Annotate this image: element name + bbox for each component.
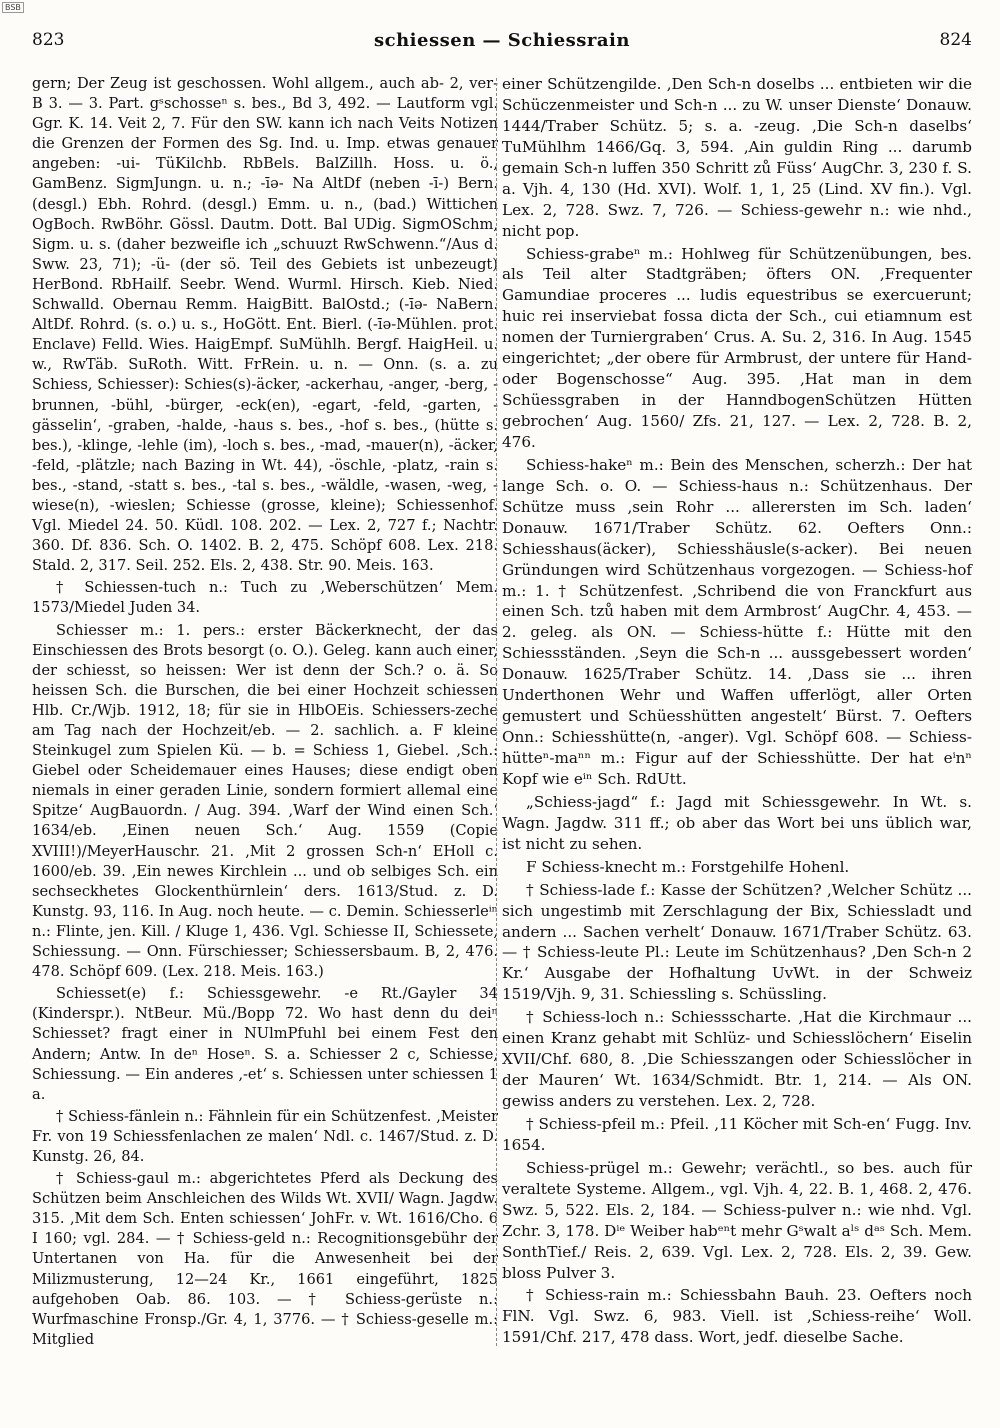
dictionary-entry: † Schiessen-tuch n.: Tuch zu ‚Weberschützen‘ Mem. 1573/Miedel Juden 34. (32, 579, 498, 617)
right-page-number: 824 (939, 30, 972, 50)
dictionary-entry: F Schiess-knecht m.: Forstgehilfe Hohenl. (526, 857, 850, 876)
dictionary-entry: einer Schützengilde. ‚Den Sch-n doselbs ... entbieten wir die Schüczenmeister und Sch-n ... zu W. unser Dienste‘ Donauw. 1444/Traber Schütz. 5; s. a. -zeug. ‚Die Sch-n daselbs‘ TuMühlhm 1466/Gq. 3, 594. ‚Ain guldin Ring ... darumb gemain Sch-n luffen 350 Schritt zů Füss‘ AugChr. 3, 230 f. S. a. Vjh. 4, 130 (Hd. XVI). Wolf. 1, 1, 25 (Lind. XV fin.). Vgl. Lex. 2, 728. Swz. 7, 726. — Schiess-gewehr n.: wie nhd., nicht pop. (502, 75, 972, 240)
running-title: schiessen — Schiessrain (374, 30, 630, 51)
right-column (502, 74, 972, 1348)
dictionary-entry: „Schiess-jagd“ f.: Jagd mit Schiessgewehr. In Wt. s. Wagn. Jagdw. 311 ff.; ob aber das Wort bei uns üblich war, ist nicht zu sehen. (502, 792, 972, 853)
dictionary-entry: † Schiess-gaul m.: abgerichtetes Pferd als Deckung des Schützen beim Anschleichen des Wilds Wt. XVII/ Wagn. Jagdw. 315. ‚Mit dem Sch. Enten schiessen‘ JohFr. v. Wt. 1616/Cho. 6 I 160; vgl. 284. — † Schiess-geld n.: Recognitionsgebühr der Untertanen von Ha. für die Anwesenheit bei der Milizmusterung, 12—24 Kr., 1661 eingeführt, 1825 aufgehoben Oab. 86. 103. — † Schiess-gerüste n.: Wurfmaschine Fronsp./Gr. 4, 1, 3776. — † Schiess-geselle m.: Mitglied (32, 1170, 498, 1348)
dictionary-entry: Schiess-hakeⁿ m.: Bein des Menschen, scherzh.: Der hat lange Sch. o. O. — Schiess-haus n.: Schützenhaus. Der Schütze muss ‚sein Rohr ... allerersten im Sch. laden‘ Donauw. 1671/Traber Schütz. 62. Oefters Onn.: Schiesshaus(äcker), Schiesshäusle(s-acker). Bei neuen Gründungen wird Schützenhaus vorgezogen. — Schiess-hof m.: 1. † Schützenfest. ‚Schribend die von Franckfurt aus einen Sch. tzů haben mit dem Armbrost‘ AugChr. 4, 453. — 2. geleg. als ON. — Schiess-hütte f.: Hütte mit den Schiessständen. ‚Seyn die Sch-n ... aussgebessert worden‘ Donauw. 1625/Traber Schütz. 14. ‚Dass sie ... ihren Underthonen Wehr und Waffen ufferlögt, aller Orten gemustert und Schüesshütten angestelt‘ Bürst. 7. Oefters Onn.: Schiesshütte(n, -anger). Vgl. Schöpf 608. — Schiess-hütteⁿ-maⁿⁿ m.: Figur auf der Schiesshütte. Der hat eⁱnⁿ Kopf wie eⁱⁿ Sch. RdUtt. (502, 455, 972, 788)
column-divider (496, 78, 497, 1346)
dictionary-entry: † Schiess-lade f.: Kasse der Schützen? ‚Welcher Schütz ... sich ungestimb mit Zerschlagung der Bix, Schiessladt und andern ... Sachen verhelt‘ Donauw. 1671/Traber Schütz. 63. — † Schiess-leute Pl.: Leute im Schützenhaus? ‚Den Sch-n 2 Kr.‘ Ausgabe der Hofhaltung UvWt. in der Schweiz 1519/Vjh. 9, 31. Schiessling s. Schüssling. (502, 880, 972, 1004)
dictionary-entry: † Schiess-fänlein n.: Fähnlein für ein Schützenfest. ‚Meister Fr. von 19 Schiessfenlachen ze malen‘ Ndl. c. 1467/Stud. z. D. Kunstg. 26, 84. (32, 1107, 498, 1165)
dictionary-entry: Schiesser m.: 1. pers.: erster Bäckerknecht, der das Einschiessen des Brots besorgt (o. O.). Geleg. kann auch einer, der schiesst, so heissen: Wer ist denn der Sch.? o. ä. So heissen Sch. die Burschen, die bei einer Hochzeit schiessen Hlb. Cr./Wjb. 1912, 18; für sie in HlbOEis. Schiessers-zeche am Tag nach der Hochzeit/eb. — 2. sachlich. a. F kleine Steinkugel zum Spielen Kü. — b. = Schiess 1, Giebel. ‚Sch.: Giebel oder Scheidemauer eines Hauses; diese endigt oben niemals in einer geraden Linie, sondern formiert allemal eine Spitze‘ AugBauordn. / Aug. 394. ‚Warf der Wind einen Sch.‘ 1634/eb. ‚Einen neuen Sch.‘ Aug. 1559 (Copie XVIII!)/MeyerHauschr. 21. ‚Mit 2 grossen Sch-n‘ EHoll c. 1600/eb. 39. ‚Ein newes Kirchlein ... und ob selbiges Sch. ein sechseckhetes Glockenthürnlein‘ ders. 1613/Stud. z. D. Kunstg. 93, 116. In Aug. noch heute. — c. Demin. Schiesserleⁱⁿ n.: Flinte, jen. Kill. / Kluge 1, 436. Vgl. Schiesse II, Schiessete, Schiessung. — Onn. Fürschiesser; Schiessersbaum. B, 2, 476. 478. Schöpf 609. (Lex. 218. Meis. 163.) (32, 621, 498, 981)
dictionary-entry: † Schiess-rain m.: Schiessbahn Bauh. 23. Oefters noch FlN. Vgl. Swz. 6, 983. Viell. ist ‚Schiess-reihe‘ Woll. 1591/Chf. 217, 478 dass. Wort, jedf. dieselbe Sache. (502, 1286, 972, 1347)
dictionary-entry: Schiesset(e) f.: Schiessgewehr. -e Rt./Gayler 34 (Kinderspr.). NtBeur. Mü./Bopp 72. Wo hast denn du deiⁿ Schiesset? fragt einer in NUlmPfuhl bei einem Fest den Andern; Antw. In deⁿ Hoseⁿ. S. a. Schiesser 2 c, Schiesse, Schiessung. — Ein anderes ‚-et‘ s. Schiessen unter schiessen 1 a. (32, 985, 498, 1103)
dictionary-entry: † Schiess-pfeil m.: Pfeil. ‚11 Köcher mit Sch-en‘ Fugg. Inv. 1654. (502, 1114, 972, 1154)
left-page-number: 823 (32, 30, 65, 50)
library-stamp: BSB (2, 2, 24, 13)
dictionary-entry: Schiess-prügel m.: Gewehr; verächtl., so bes. auch für veraltete Systeme. Allgem., vgl. Vjh. 4, 22. B. 1, 468. 2, 476. Swz. 5, 522. Els. 2, 184. — Schiess-pulver n.: wie nhd. Vgl. Zchr. 3, 178. Dⁱᵉ Weiber habᵉⁿt mehr Gˢwalt aˡˢ dᵃˢ Sch. Mem. SonthTief./ Reis. 2, 639. Vgl. Lex. 2, 728. Els. 2, 39. Gew. bloss Pulver 3. (502, 1158, 972, 1282)
dictionary-entry: † Schiess-loch n.: Schiessscharte. ‚Hat die Kirchmaur ... einen Kranz gehabt mit Schlüz- und Schiesslöchern‘ Eiselin XVII/Chf. 680, 8. ‚Die Schiesszangen oder Schiesslöcher in der Mauren‘ Wt. 1634/Schmidt. Btr. 1, 214. — Als ON. gewiss anders zu verstehen. Lex. 2, 728. (502, 1008, 972, 1110)
dictionary-entry: gern; Der Zeug ist geschossen. Wohl allgem., auch ab- 2, ver- B 3. — 3. Part. gˢschosseⁿ s. bes., Bd 3, 492. — Lautform vgl. Ggr. K. 14. Veit 2, 7. Für den SW. kann ich nach Veits Notizen die Grenzen der Formen des Sg. Ind. u. Imp. etwas genauer angeben: -ui- TüKilchb. RbBels. BalZillh. Hoss. u. ö., GamBenz. SigmJungn. u. n.; -īə- Na AltDf (neben -ī-) Bern. (desgl.) Ebh. Rohrd. (desgl.) Emm. u. n., (bad.) Wittichen OgBoch. RwBöhr. Gössl. Dautm. Dott. Bal UDig. SigmOSchm, Sigm. u. s. (daher bezweifle ich „schuuzt RwSchwenn.“/Aus d. Sww. 23, 71); -ü- (der sö. Teil des Gebiets ist unbezeugt) HerBond. RbHailf. Seebr. Wend. Wurml. Hirsch. Kieb. Nied. Schwalld. Obernau Remm. HaigBitt. BalOstd.; (-īə- NaBern. AltDf. Rohrd. (s. o.) u. s., HoGött. Ent. Bierl. (-īə-Mühlen. prot. Enclave) Felld. Wies. HaigEmpf. SuMühlh. Bergf. HaigHeil. u. w., RwTäb. SuRoth. Witt. FrRein. u. n. — Onn. (s. a. zu Schiess, Schiesser): Schies(s)-äcker, -ackerhau, -anger, -berg, -brunnen, -bühl, -bürger, -eck(en), -egart, -feld, -garten, -gässelin‘, -graben, -halde, -haus s. bes., -hof s. bes., (hütte s. bes.), -klinge, -lehle (im), -loch s. bes., -mad, -mauer(n), -äcker, -feld, -plätzle; nach Bazing in Wt. 44), -öschle, -platz, -rain s. bes., -stand, -statt s. bes., -tal s. bes., -wäldle, -wasen, -weg, -wiese(n), -wieslen; Schiesse (grosse, kleine); Schiessenhof. Vgl. Miedel 24. 50. Küdl. 108. 202. — Lex. 2, 727 f.; Nachtr. 360. Df. 836. Sch. O. 1402. B. 2, 475. Schöpf 608. Lex. 218. Stald. 2, 317. Seil. 252. Els. 2, 438. Str. 90. Meis. 163. (32, 75, 498, 575)
dictionary-entry: Schiess-grabeⁿ m.: Hohlweg für Schützenübungen, bes. als Teil alter Stadtgräben; öfters ON. ‚Frequenter Gamundiae proceres ... ludis equestribus se exercuerunt; huic rei inserviebat fossa dicta der Sch., cui etiamnum est nomen der Turniergraben‘ Crus. A. Su. 2, 316. In Aug. 1545 eingerichtet; „der obere für Armbrust, der untere für Hand- oder Bogenschosse“ Aug. 395. ‚Hat man in dem Schüessgraben in der HanndbogenSchützen Hütten gebrochen‘ Aug. 1560/ Zfs. 21, 127. — Lex. 2, 728. B. 2, 476. (502, 244, 972, 451)
page-header (32, 30, 972, 60)
left-column (32, 74, 498, 1350)
